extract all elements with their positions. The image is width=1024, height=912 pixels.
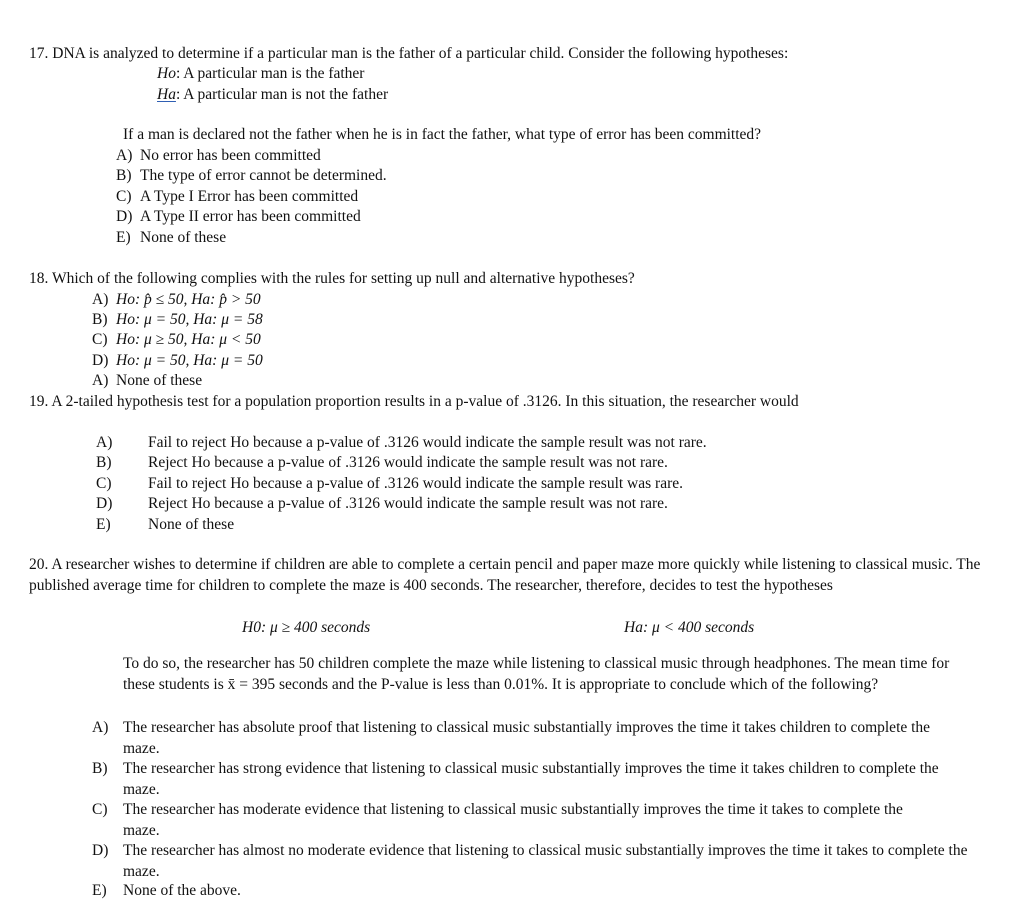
q17-ha-label: Ha xyxy=(157,86,176,103)
q20-option-a-letter[interactable]: A) xyxy=(92,719,109,736)
q17-stem: 17. DNA is analyzed to determine if a particular man is the father of a particular child. Consider the following hypotheses: xyxy=(29,45,789,62)
q18-option-c[interactable]: C) Ho: μ ≥ 50, Ha: μ < 50 xyxy=(92,331,261,348)
q20-option-c-text[interactable]: The researcher has moderate evidence that listening to classical music substantially improves the time it takes to complete the maze. xyxy=(123,801,903,839)
q17-question: If a man is declared not the father when he is in fact the father, what type of error has been committed? xyxy=(123,126,762,143)
q18-option-d[interactable]: D) Ho: μ = 50, Ha: μ = 50 xyxy=(92,352,263,369)
q20-option-a-text[interactable]: The researcher has absolute proof that listening to classical music substantially improves the time it takes children to complete the maze. xyxy=(123,719,931,757)
q17-option-d[interactable]: D) A Type II error has been committed xyxy=(116,208,361,225)
q19-option-a-letter[interactable]: A) xyxy=(96,434,113,451)
q17-h0-text: : A particular man is the father xyxy=(175,65,365,82)
q19-option-c-text[interactable]: Fail to reject Ho because a p-value of .3126 would indicate the sample result was rare. xyxy=(148,475,683,492)
q20-ha: Ha: μ < 400 seconds xyxy=(624,619,755,636)
q17-h0-label: Ho xyxy=(157,65,176,82)
q17-option-b[interactable]: B) The type of error cannot be determined. xyxy=(116,167,387,184)
q17-option-c[interactable]: C) A Type I Error has been committed xyxy=(116,188,359,205)
q19-option-e-text[interactable]: None of these xyxy=(148,516,235,533)
q20-body: To do so, the researcher has 50 children complete the maze while listening to classical music through headphones. The mean time for these students is x̄ = 395 seconds and the P-value is less than 0.01%. It is appropriate to conclude which of the following? xyxy=(123,655,950,693)
q20-h0: H0: μ ≥ 400 seconds xyxy=(242,619,371,636)
q18-stem: 18. Which of the following complies with the rules for setting up null and alternative hypotheses? xyxy=(29,270,635,287)
q18-option-e[interactable]: A) None of these xyxy=(92,372,203,389)
q19-option-e-letter[interactable]: E) xyxy=(96,516,111,533)
q19-option-b-text[interactable]: Reject Ho because a p-value of .3126 would indicate the sample result was not rare. xyxy=(148,454,668,471)
q18-option-b[interactable]: B) Ho: μ = 50, Ha: μ = 58 xyxy=(92,311,263,328)
q20-option-d-letter[interactable]: D) xyxy=(92,842,109,859)
q20-option-b-letter[interactable]: B) xyxy=(92,760,108,777)
q20-stem: 20. A researcher wishes to determine if children are able to complete a certain pencil and paper maze more quickly while listening to classical music. The published average time for children to complete the maze is 400 seconds. The researcher, therefore, decides to test the hypotheses xyxy=(29,556,981,594)
q18-option-a[interactable]: A) Ho: p̂ ≤ 50, Ha: p̂ > 50 xyxy=(92,291,261,308)
q19-option-b-letter[interactable]: B) xyxy=(96,454,112,471)
q19-option-d-letter[interactable]: D) xyxy=(96,495,113,512)
q20-option-e-text[interactable]: None of the above. xyxy=(123,882,241,899)
q17-ha-text: : A particular man is not the father xyxy=(175,86,389,103)
q19-stem: 19. A 2-tailed hypothesis test for a population proportion results in a p-value of .3126. In this situation, the researcher would xyxy=(29,393,799,410)
q17-h0 xyxy=(157,64,364,84)
q17-ha xyxy=(157,85,388,105)
q19-option-a-text[interactable]: Fail to reject Ho because a p-value of .3126 would indicate the sample result was not rare. xyxy=(148,434,707,451)
q20-option-b-text[interactable]: The researcher has strong evidence that listening to classical music substantially improves the time it takes children to complete the maze. xyxy=(123,760,939,798)
q19-option-d-text[interactable]: Reject Ho because a p-value of .3126 would indicate the sample result was not rare. xyxy=(148,495,668,512)
q19-option-c-letter[interactable]: C) xyxy=(96,475,112,492)
q20-option-e-letter[interactable]: E) xyxy=(92,882,107,899)
q20-option-c-letter[interactable]: C) xyxy=(92,801,108,818)
q17-option-a[interactable]: A) No error has been committed xyxy=(116,147,321,164)
q17-option-e[interactable]: E) None of these xyxy=(116,229,227,246)
q20-option-d-text[interactable]: The researcher has almost no moderate evidence that listening to classical music substantially improves the time it takes to complete the maze. xyxy=(123,842,968,880)
